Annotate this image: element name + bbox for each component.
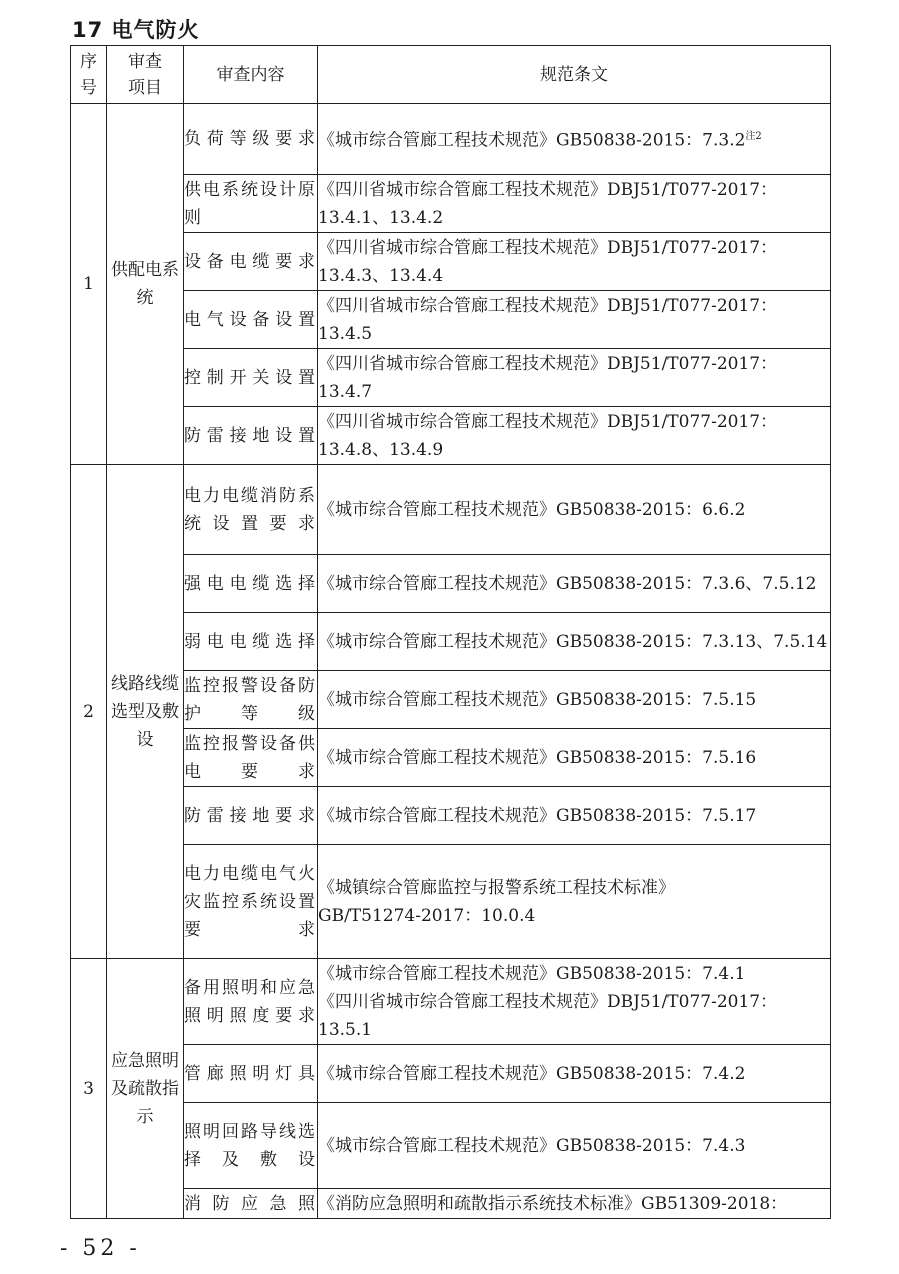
code-clause-text: 13.4.7 [318,381,373,402]
group-seq: 2 [71,465,107,959]
table-row [71,233,831,291]
review-content-cell: 管廊照明灯具 [184,1045,318,1103]
review-content-cell: 供电系统设计原则 [184,175,318,233]
code-clause-cell [318,555,831,613]
code-clause-text: 《城市综合管廊工程技术规范》GB50838-2015：7.5.17 [318,805,757,826]
code-clause-text: 《消防应急照明和疏散指示系统技术标准》GB51309-2018： [318,1193,788,1214]
review-content-cell: 电力电缆消防系统设置要求 [184,465,318,555]
review-table [70,45,831,1219]
header-code: 规范条文 [318,46,831,104]
review-content-cell: 防雷接地设置 [184,407,318,465]
section-title: 17 电气防火 [72,18,200,42]
table-body [71,104,831,1219]
code-clause-text: 《城市综合管廊工程技术规范》GB50838-2015：7.4.2 [318,1063,746,1084]
code-clause-text: 《四川省城市综合管廊工程技术规范》DBJ51/T077-2017： [318,353,778,374]
code-clause-cell [318,233,831,291]
table-row [71,104,831,175]
page-number: - 52 - [60,1236,141,1261]
table-row [71,555,831,613]
table-row [71,291,831,349]
code-clause-line [318,1016,830,1044]
review-content-cell: 强电电缆选择 [184,555,318,613]
table-row [71,349,831,407]
code-clause-line [318,176,830,204]
code-clause-cell [318,175,831,233]
review-content-cell: 监控报警设备供电要求 [184,729,318,787]
code-clause-line [318,744,830,772]
code-clause-text: 13.4.3、13.4.4 [318,265,444,286]
code-clause-cell [318,1189,831,1219]
code-clause-text: 《四川省城市综合管廊工程技术规范》DBJ51/T077-2017： [318,295,778,316]
code-clause-cell [318,959,831,1045]
code-clause-line [318,496,830,524]
code-clause-line [318,262,830,290]
code-clause-text: 《城市综合管廊工程技术规范》GB50838-2015：7.4.3 [318,1135,746,1156]
code-clause-line [318,1132,830,1160]
code-clause-text: 13.4.5 [318,323,373,344]
table-row [71,671,831,729]
code-clause-line [318,686,830,714]
code-clause-cell [318,729,831,787]
review-content-cell: 监控报警设备防护等级 [184,671,318,729]
code-clause-line [318,902,830,930]
code-clause-text: 《城市综合管廊工程技术规范》GB50838-2015：7.3.2 [318,130,746,151]
code-clause-line [318,350,830,378]
footnote-mark: 注2 [745,131,762,143]
group-item: 供配电系统 [107,104,184,465]
code-clause-text: 《城市综合管廊工程技术规范》GB50838-2015：7.5.16 [318,747,757,768]
review-content-cell: 防雷接地要求 [184,787,318,845]
table-row [71,959,831,1045]
code-clause-cell [318,291,831,349]
code-clause-cell [318,465,831,555]
header-seq: 序号 [71,46,107,104]
code-clause-line [318,960,830,988]
table-row [71,407,831,465]
table-row [71,613,831,671]
table-row [71,175,831,233]
code-clause-text: 《城市综合管廊工程技术规范》GB50838-2015：7.5.15 [318,689,757,710]
code-clause-cell [318,1103,831,1189]
review-content-cell: 负荷等级要求 [184,104,318,175]
group-seq: 3 [71,959,107,1219]
code-clause-cell [318,671,831,729]
review-content-cell: 备用照明和应急照明照度要求 [184,959,318,1045]
code-clause-line [318,436,830,464]
code-clause-line [318,123,830,155]
group-seq: 1 [71,104,107,465]
table-row [71,1103,831,1189]
group-item: 线路线缆选型及敷设 [107,465,184,959]
code-clause-text: 《四川省城市综合管廊工程技术规范》DBJ51/T077-2017： [318,991,778,1012]
code-clause-line [318,802,830,830]
code-clause-line [318,204,830,232]
review-content-cell: 消防应急照 [184,1189,318,1219]
header-content: 审查内容 [184,46,318,104]
code-clause-line [318,570,830,598]
code-clause-cell [318,845,831,959]
code-clause-cell [318,1045,831,1103]
review-content-cell: 电气设备设置 [184,291,318,349]
code-clause-line [318,378,830,406]
review-content-cell: 照明回路导线选择及敷设 [184,1103,318,1189]
code-clause-line [318,1190,830,1218]
code-clause-text: 《城市综合管廊工程技术规范》GB50838-2015：7.3.6、7.5.12 [318,573,817,594]
code-clause-cell [318,349,831,407]
code-clause-text: 13.4.1、13.4.2 [318,207,444,228]
code-clause-text: 《城市综合管廊工程技术规范》GB50838-2015：7.3.13、7.5.14 [318,631,828,652]
code-clause-cell [318,407,831,465]
code-clause-line [318,320,830,348]
review-content-cell: 电力电缆电气火灾监控系统设置要求 [184,845,318,959]
code-clause-text: GB/T51274-2017：10.0.4 [318,905,536,926]
table-row [71,1045,831,1103]
table-row [71,465,831,555]
code-clause-text: 《城镇综合管廊监控与报警系统工程技术标准》 [318,877,675,898]
code-clause-line [318,988,830,1016]
code-clause-cell [318,787,831,845]
review-content-cell: 控制开关设置 [184,349,318,407]
code-clause-cell [318,104,831,175]
code-clause-text: 《四川省城市综合管廊工程技术规范》DBJ51/T077-2017： [318,237,778,258]
code-clause-line [318,408,830,436]
table-row [71,1189,831,1219]
code-clause-text: 《四川省城市综合管廊工程技术规范》DBJ51/T077-2017： [318,411,778,432]
code-clause-line [318,292,830,320]
code-clause-line [318,628,830,656]
code-clause-line [318,874,830,902]
code-clause-text: 13.5.1 [318,1019,373,1040]
code-clause-text: 《四川省城市综合管廊工程技术规范》DBJ51/T077-2017： [318,179,778,200]
group-item: 应急照明及疏散指示 [107,959,184,1219]
code-clause-line [318,1060,830,1088]
table-row [71,845,831,959]
review-content-cell: 弱电电缆选择 [184,613,318,671]
review-content-cell: 设备电缆要求 [184,233,318,291]
table-row [71,787,831,845]
code-clause-text: 《城市综合管廊工程技术规范》GB50838-2015：6.6.2 [318,499,746,520]
code-clause-text: 《城市综合管廊工程技术规范》GB50838-2015：7.4.1 [318,963,746,984]
code-clause-cell [318,613,831,671]
code-clause-line [318,234,830,262]
code-clause-text: 13.4.8、13.4.9 [318,439,444,460]
header-item: 审查项目 [107,46,184,104]
table-row [71,729,831,787]
